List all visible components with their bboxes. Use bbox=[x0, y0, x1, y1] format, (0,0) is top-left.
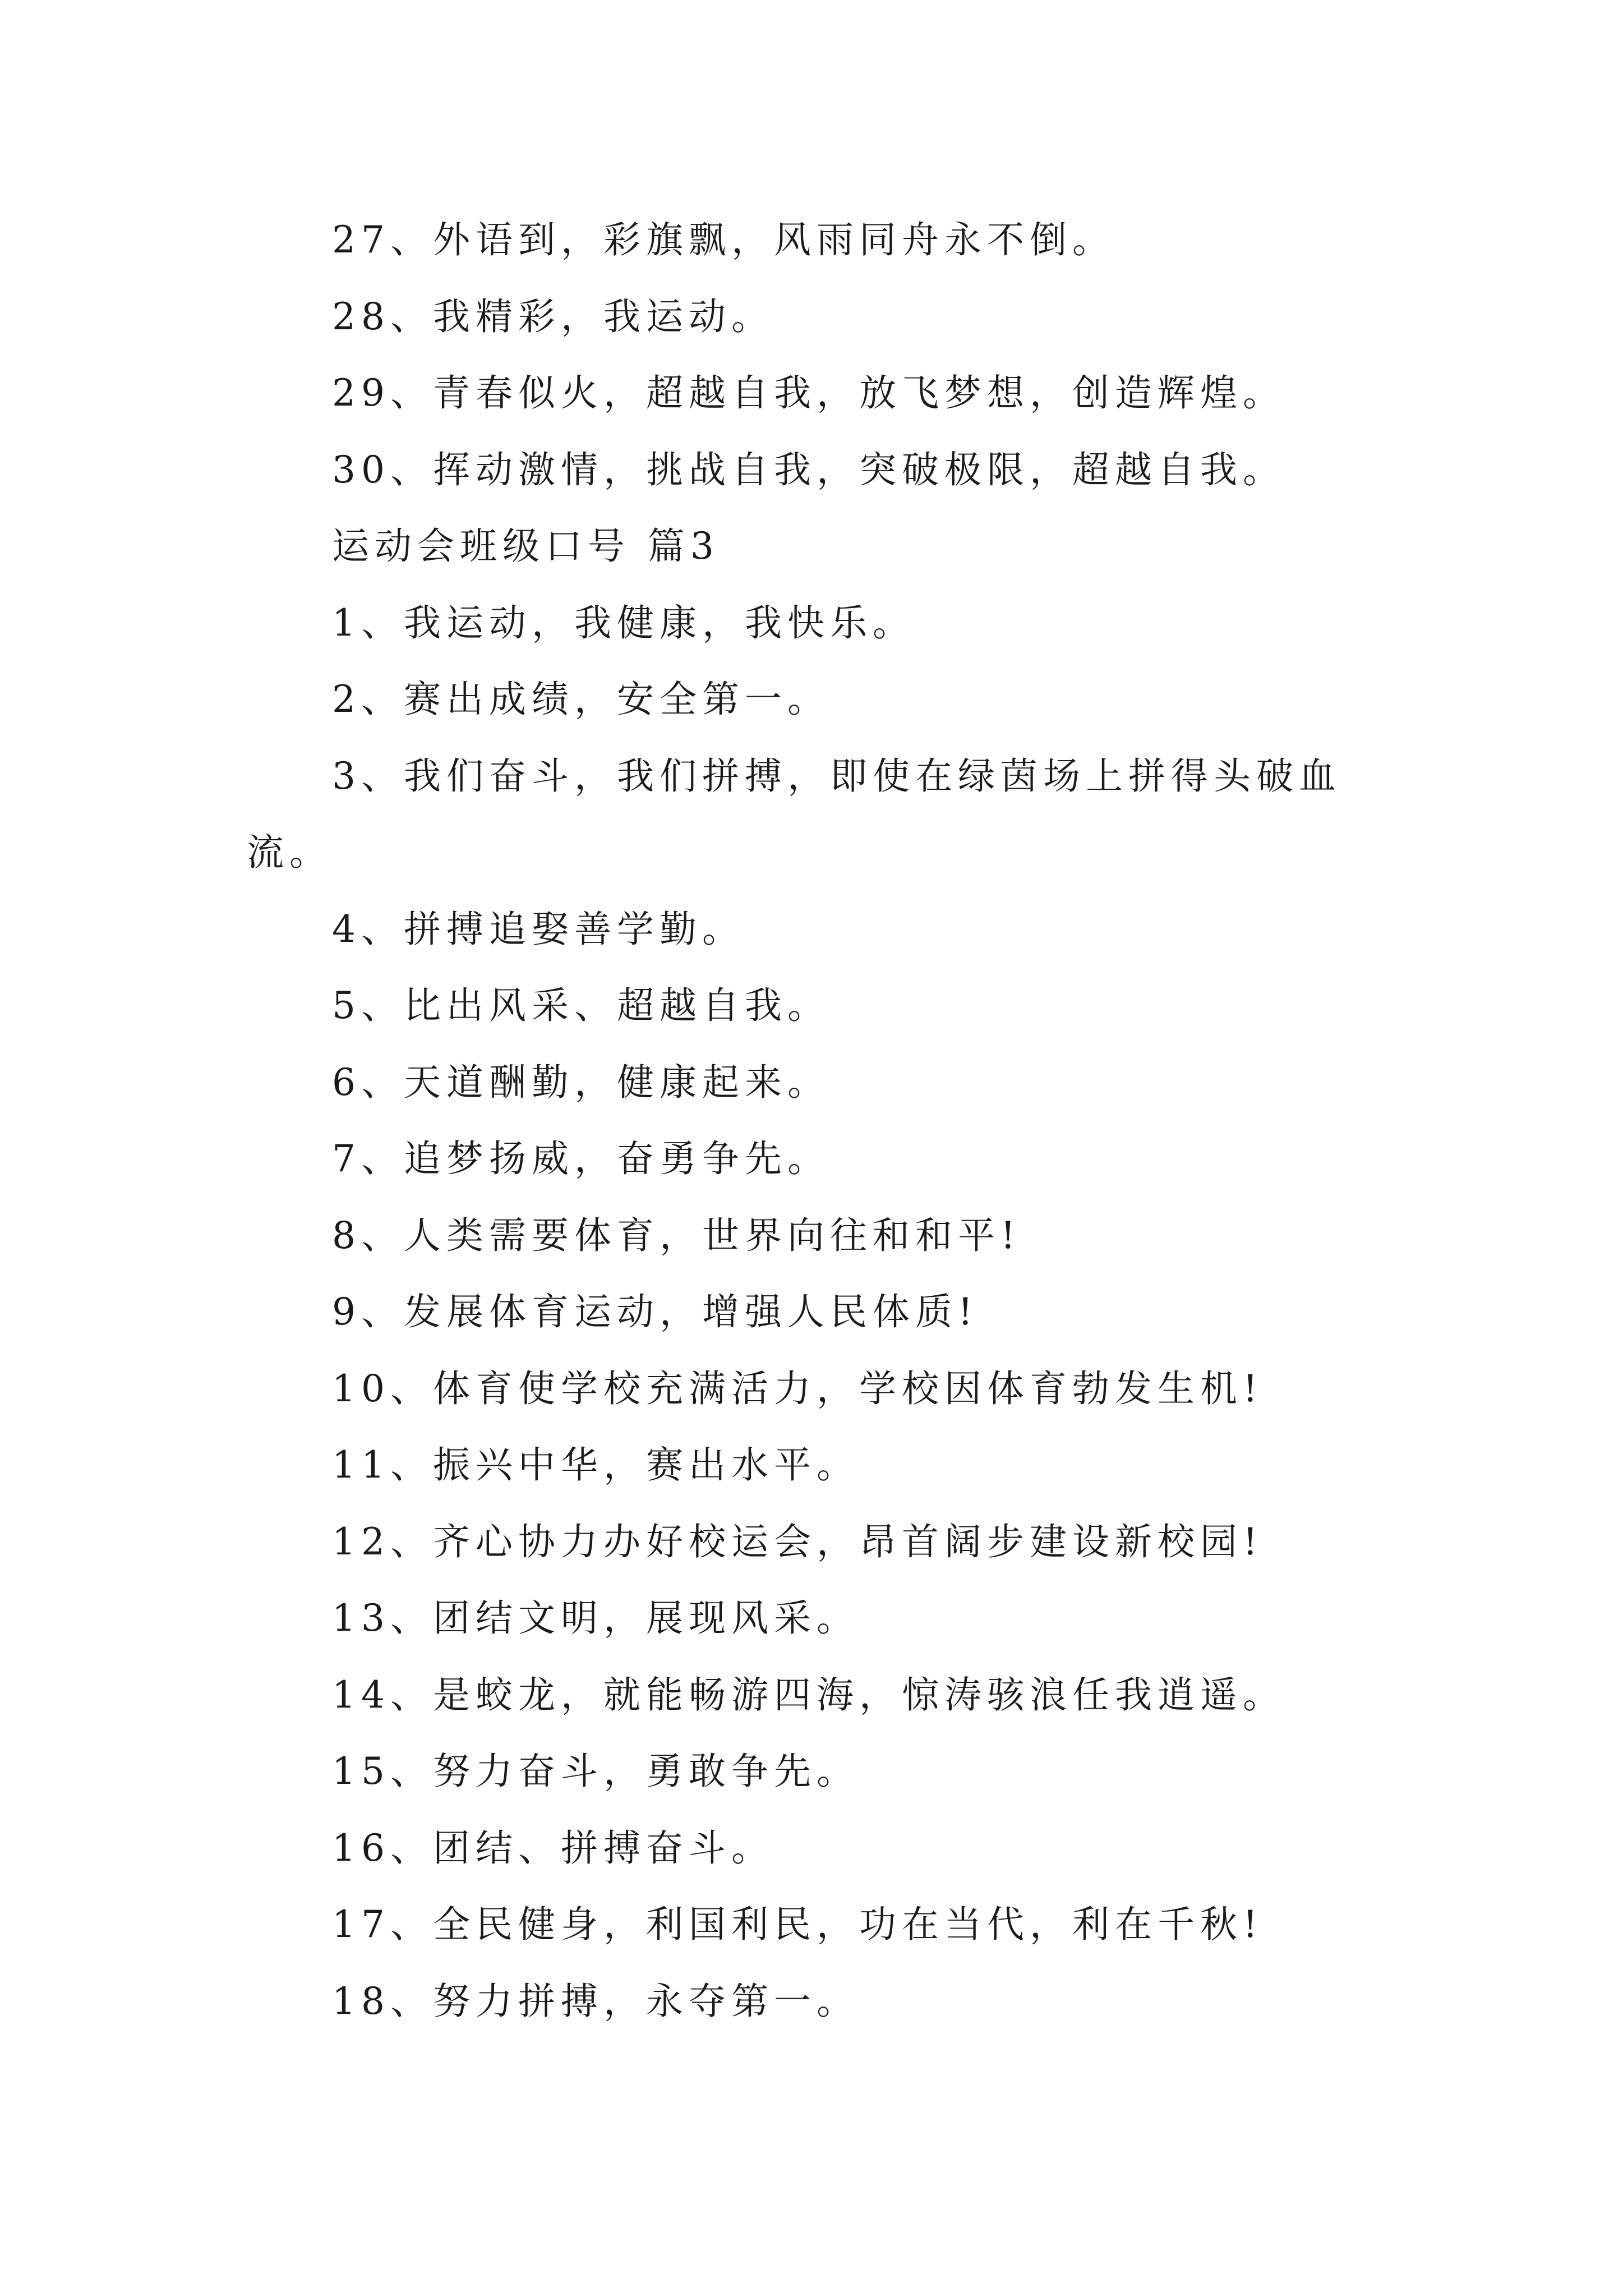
text-line: 2、赛出成绩，安全第一。 bbox=[332, 678, 830, 721]
text-line: 6、天道酬勤，健康起来。 bbox=[332, 1060, 830, 1104]
text-line: 27、外语到，彩旗飘，风雨同舟永不倒。 bbox=[332, 218, 1115, 261]
text-line: 29、青春似火，超越自我，放飞梦想，创造辉煌。 bbox=[332, 371, 1285, 415]
text-line: 3、我们奋斗，我们拼搏，即使在绿茵场上拼得头破血 bbox=[332, 754, 1341, 798]
text-line: 13、团结文明，展现风采。 bbox=[332, 1596, 859, 1640]
text-line: 9、发展体育运动，增强人民体质! bbox=[332, 1290, 979, 1333]
text-line-continuation: 流。 bbox=[247, 831, 332, 874]
text-line: 7、追梦扬威，奋勇争先。 bbox=[332, 1137, 830, 1180]
text-line: 11、振兴中华，赛出水平。 bbox=[332, 1443, 859, 1487]
text-line: 1、我运动，我健康，我快乐。 bbox=[332, 601, 915, 645]
text-line: 16、团结、拼搏奋斗。 bbox=[332, 1826, 774, 1870]
text-line: 15、努力奋斗，勇敢争先。 bbox=[332, 1750, 859, 1793]
text-line: 30、挥动激情，挑战自我，突破极限，超越自我。 bbox=[332, 448, 1285, 491]
text-line: 17、全民健身，利国利民，功在当代，利在千秋! bbox=[332, 1903, 1264, 1946]
text-line: 8、人类需要体育，世界向往和和平! bbox=[332, 1213, 1021, 1257]
text-line: 5、比出风采、超越自我。 bbox=[332, 984, 830, 1027]
text-line: 4、拼搏追娶善学勤。 bbox=[332, 907, 745, 951]
section-heading: 运动会班级口号 篇3 bbox=[332, 524, 720, 568]
document-body bbox=[247, 202, 1391, 2040]
text-line: 10、体育使学校充满活力，学校因体育勃发生机! bbox=[332, 1366, 1264, 1410]
text-line: 18、努力拼搏，永夺第一。 bbox=[332, 1979, 859, 2023]
text-line: 28、我精彩，我运动。 bbox=[332, 295, 774, 338]
text-line: 14、是蛟龙，就能畅游四海，惊涛骇浪任我逍遥。 bbox=[332, 1673, 1285, 1717]
text-line: 12、齐心协力办好校运会，昂首阔步建设新校园! bbox=[332, 1520, 1264, 1563]
